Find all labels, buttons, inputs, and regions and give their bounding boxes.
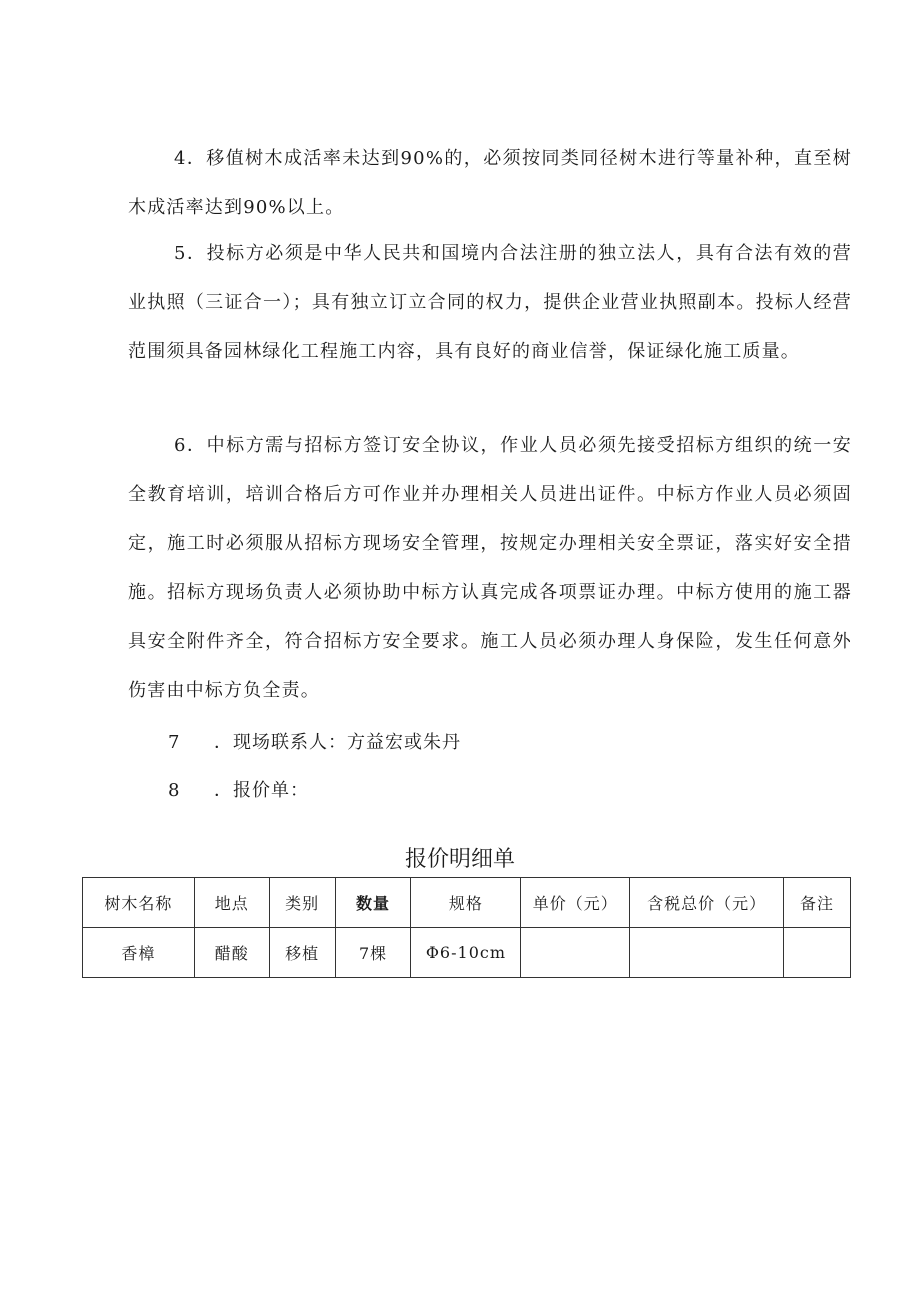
paragraph-item-4: 4．移值树木成活率未达到90%的，必须按同类同径树木进行等量补种，直至树木成活率达到90%以上。: [128, 148, 852, 218]
header-category: 类别: [269, 878, 335, 928]
cell-category: 移植: [269, 928, 335, 978]
table-header-row: [83, 878, 851, 928]
header-spec: 规格: [411, 878, 521, 928]
cell-unit-price[interactable]: [521, 928, 630, 978]
cell-location: 醋酸: [194, 928, 269, 978]
cell-tree-name: 香樟: [83, 928, 195, 978]
cell-spec: Φ6-10cm: [411, 928, 521, 978]
paragraph-item-5: 5．投标方必须是中华人民共和国境内合法注册的独立法人，具有合法有效的营业执照（三证合一）；具有独立订立合同的权力，提供企业营业执照副本。投标人经营范围须具备园林绿化工程施工内容，具有良好的商业信誉，保证绿化施工质量。: [128, 243, 852, 362]
item-7-number: 7: [168, 732, 181, 753]
header-location: 地点: [194, 878, 269, 928]
paragraph-item-6: 6．中标方需与招标方签订安全协议，作业人员必须先接受招标方组织的统一安全教育培训，培训合格后方可作业并办理相关人员进出证件。中标方作业人员必须固定，施工时必须服从招标方现场安全管理，按规定办理相关安全票证，落实好安全措施。招标方现场负责人必须协助中标方认真完成各项票证办理。中标方使用的施工器具安全附件齐全，符合招标方安全要求。施工人员必须办理人身保险，发生任何意外伤害由中标方负全责。: [128, 435, 852, 701]
header-remark: 备注: [784, 878, 851, 928]
header-tree-name: 树木名称: [83, 878, 195, 928]
cell-quantity: 7棵: [335, 928, 411, 978]
header-total-price: 含税总价（元）: [630, 878, 784, 928]
quote-table: [82, 877, 851, 978]
cell-remark[interactable]: [784, 928, 851, 978]
header-unit-price: 单价（元）: [521, 878, 630, 928]
table-row: [83, 928, 851, 978]
item-8-number: 8: [168, 780, 181, 801]
paragraph-item-7: [168, 718, 461, 767]
item-8-text: ．报价单：: [214, 780, 309, 801]
paragraph-item-8: [168, 766, 309, 815]
header-quantity: 数量: [335, 878, 411, 928]
quote-table-title: 报价明细单: [404, 847, 515, 872]
cell-total-price[interactable]: [630, 928, 784, 978]
item-7-text: ．现场联系人：方益宏或朱丹: [214, 732, 461, 753]
